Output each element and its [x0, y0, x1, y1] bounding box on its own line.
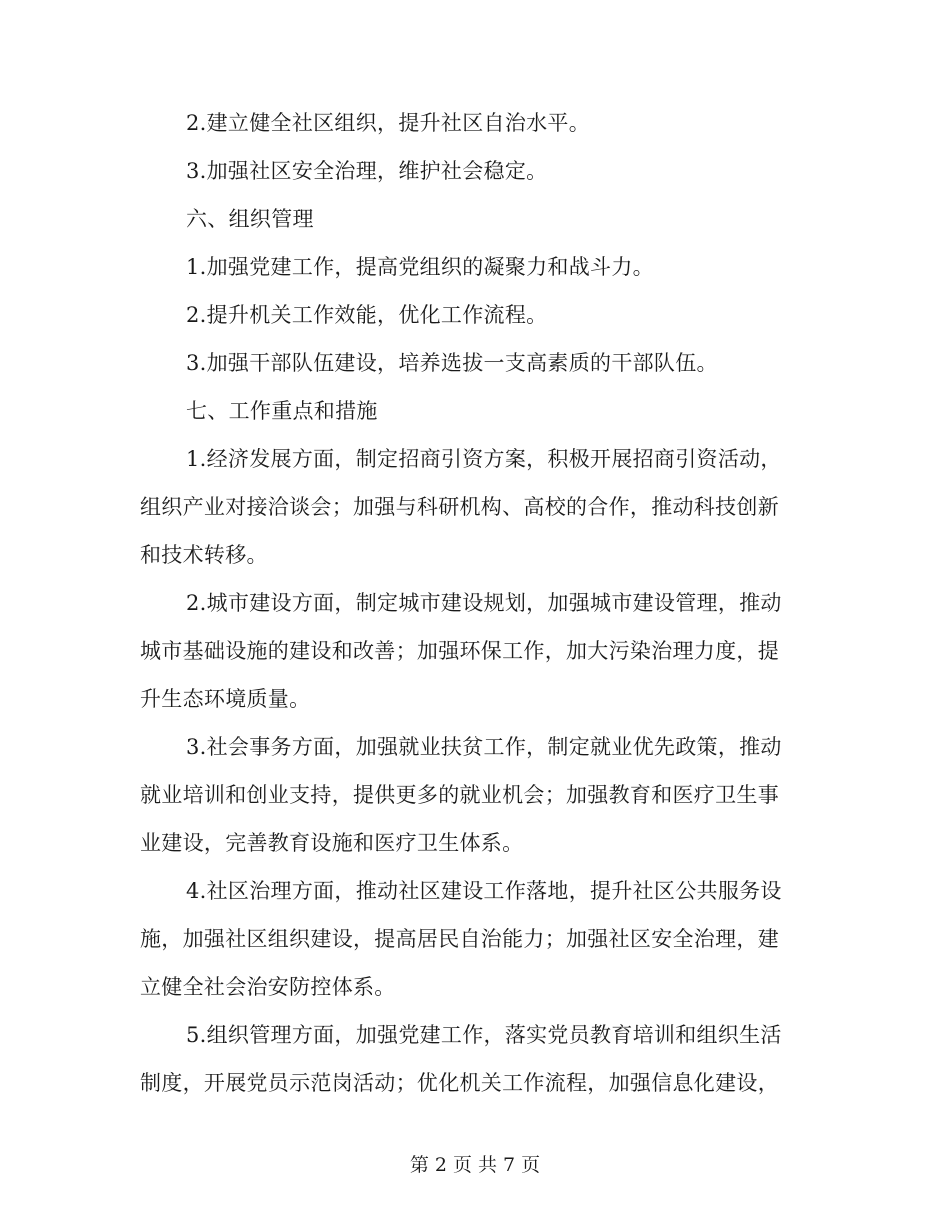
paragraph-social-line-1: 3.社会事务方面，加强就业扶贫工作，制定就业优先政策，推动 — [186, 735, 782, 759]
paragraph-community-line-3: 立健全社会治安防控体系。 — [140, 975, 396, 999]
paragraph-org-line-2: 制度，开展党员示范岗活动；优化机关工作流程，加强信息化建设， — [140, 1071, 779, 1095]
paragraph-urban-line-2: 城市基础设施的建设和改善；加强环保工作，加大污染治理力度，提 — [140, 639, 779, 663]
list-item-cadre-team: 3.加强干部队伍建设，培养选拔一支高素质的干部队伍。 — [186, 351, 718, 375]
paragraph-social-line-2: 就业培训和创业支持，提供更多的就业机会；加强教育和医疗卫生事 — [140, 783, 779, 807]
section-heading-org-management: 六、组织管理 — [186, 207, 314, 231]
paragraph-social-line-3: 业建设，完善教育设施和医疗卫生体系。 — [140, 831, 524, 855]
paragraph-org-line-1: 5.组织管理方面，加强党建工作，落实党员教育培训和组织生活 — [186, 1023, 782, 1047]
section-heading-key-work: 七、工作重点和措施 — [186, 399, 378, 423]
paragraph-community-line-1: 4.社区治理方面，推动社区建设工作落地，提升社区公共服务设 — [186, 879, 782, 903]
paragraph-economy-line-3: 和技术转移。 — [140, 543, 268, 567]
paragraph-urban-line-1: 2.城市建设方面，制定城市建设规划，加强城市建设管理，推动 — [186, 591, 782, 615]
paragraph-economy-line-2: 组织产业对接洽谈会；加强与科研机构、高校的合作，推动科技创新 — [140, 495, 779, 519]
page-number-footer: 第 2 页 共 7 页 — [409, 1154, 541, 1176]
paragraph-urban-line-3: 升生态环境质量。 — [140, 687, 311, 711]
paragraph-economy-line-1: 1.经济发展方面，制定招商引资方案，积极开展招商引资活动， — [186, 447, 782, 471]
list-item-community-safety: 3.加强社区安全治理，维护社会稳定。 — [186, 159, 548, 183]
list-item-efficiency: 2.提升机关工作效能，优化工作流程。 — [186, 303, 548, 327]
list-item-community-org: 2.建立健全社区组织，提升社区自治水平。 — [186, 111, 591, 135]
list-item-party-building: 1.加强党建工作，提高党组织的凝聚力和战斗力。 — [186, 255, 654, 279]
paragraph-community-line-2: 施，加强社区组织建设，提高居民自治能力；加强社区安全治理，建 — [140, 927, 779, 951]
